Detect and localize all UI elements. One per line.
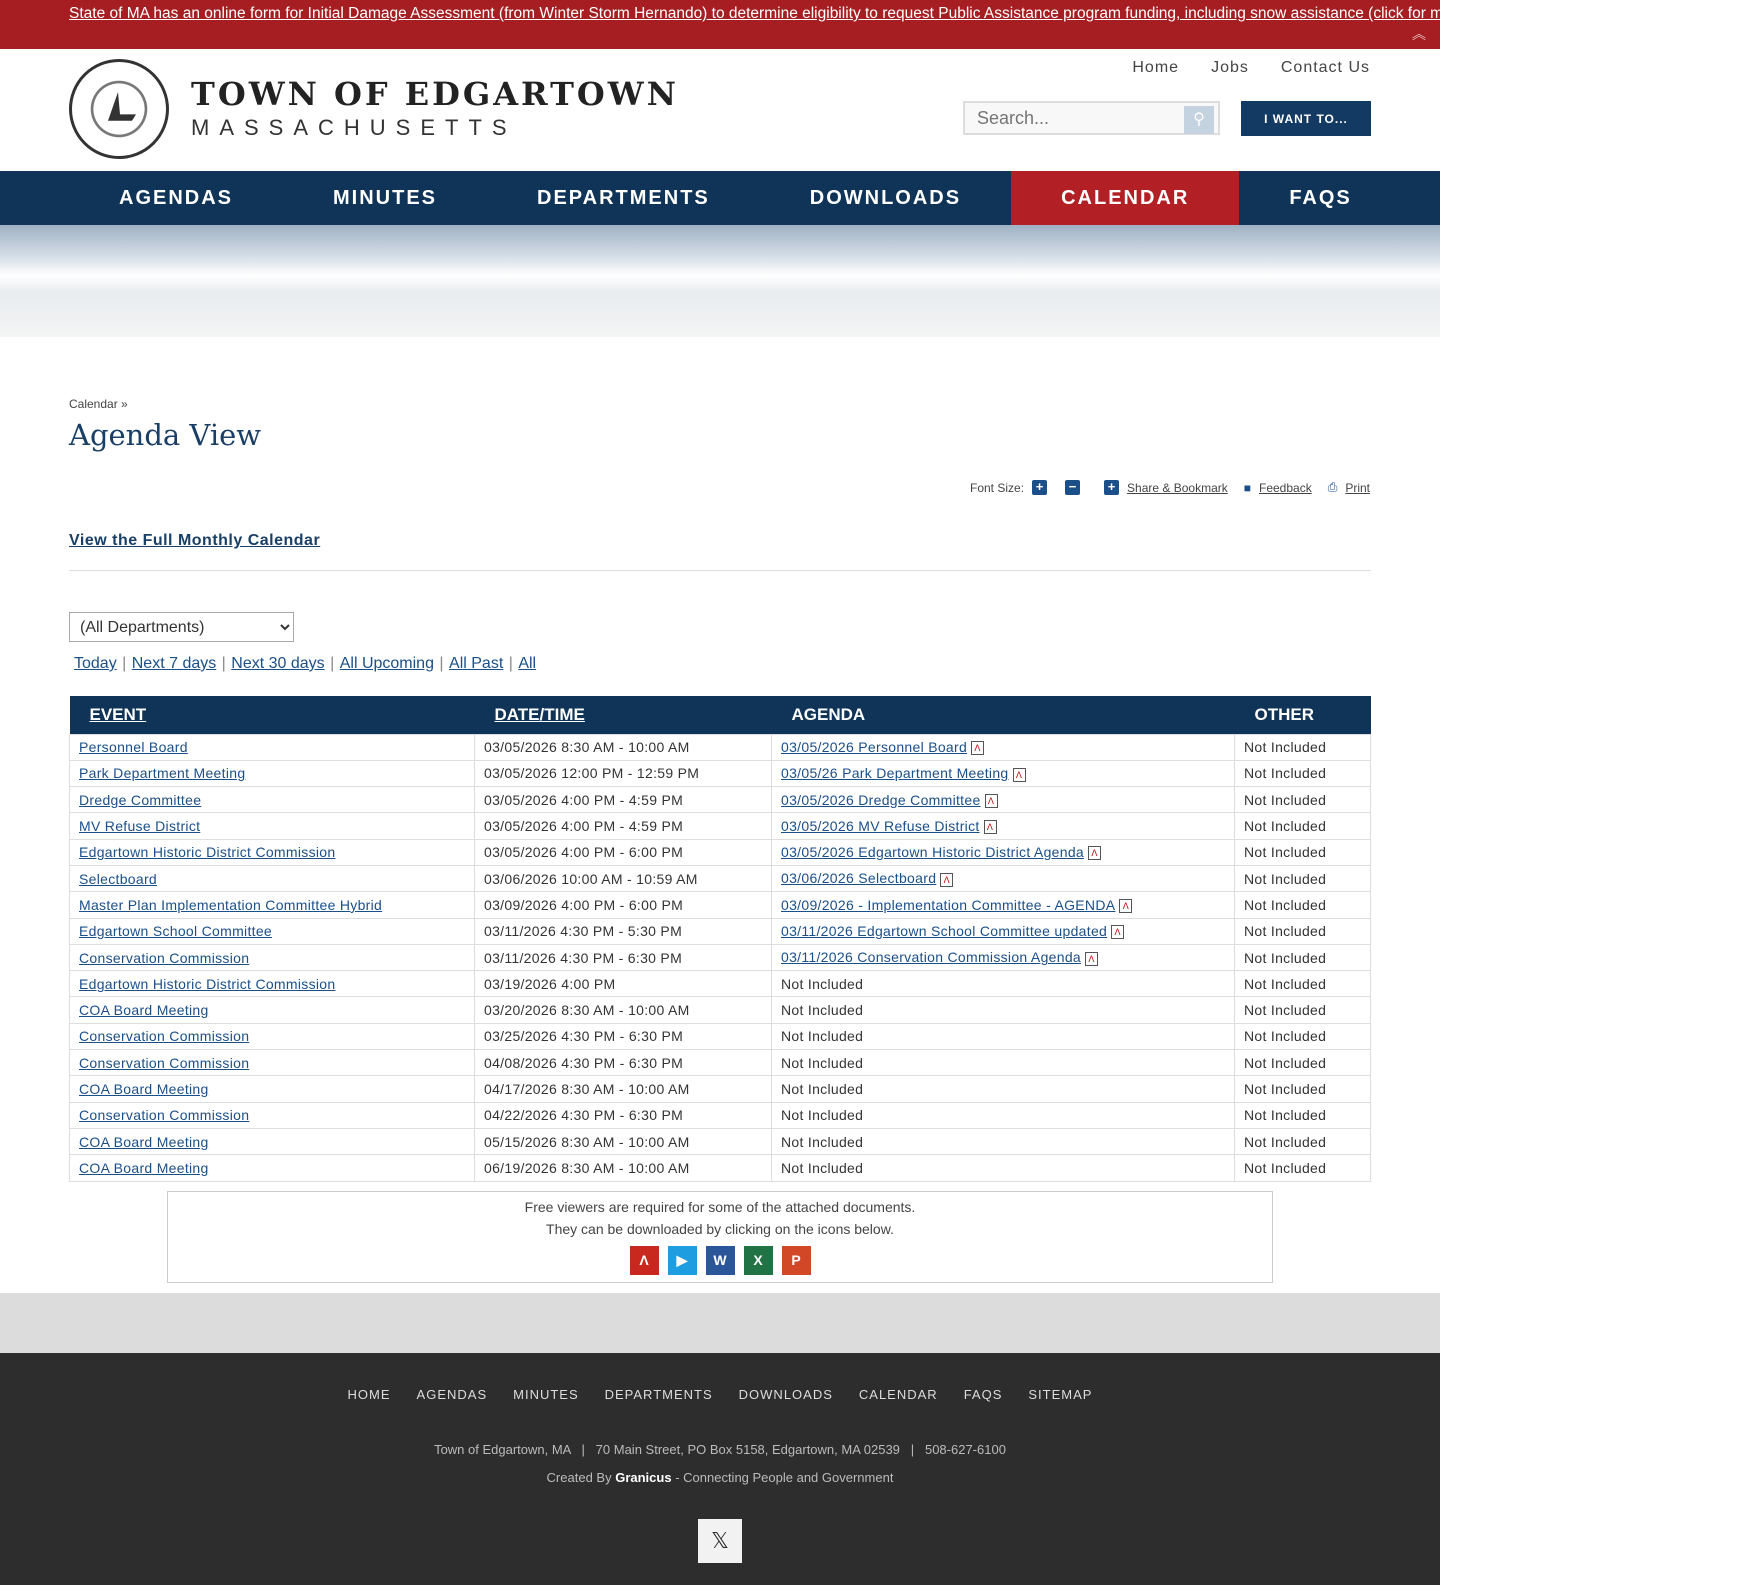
- event-cell: [70, 1076, 475, 1102]
- media-player-icon[interactable]: ▶: [668, 1246, 697, 1275]
- pdf-icon: Λ: [940, 873, 953, 887]
- agenda-cell: [772, 918, 1235, 944]
- agenda-link[interactable]: 03/09/2026 - Implementation Committee - AGENDA: [781, 896, 1116, 913]
- agenda-cell: [772, 1050, 1235, 1076]
- agenda-cell: [772, 1155, 1235, 1181]
- footer: [0, 1353, 1440, 1585]
- footer-nav-downloads[interactable]: DOWNLOADS: [738, 1387, 833, 1402]
- site-header: [0, 49, 1440, 171]
- other-cell: Not Included: [1235, 734, 1371, 760]
- table-row: [70, 971, 1371, 997]
- filter-all-upcoming[interactable]: All Upcoming: [339, 655, 434, 672]
- table-row: [70, 760, 1371, 786]
- event-link[interactable]: Conservation Commission: [79, 1107, 250, 1124]
- datetime-cell: 03/05/2026 4:00 PM - 4:59 PM: [475, 787, 772, 813]
- feedback-icon[interactable]: ■: [1243, 480, 1251, 495]
- event-link[interactable]: Park Department Meeting: [79, 765, 246, 782]
- footer-nav-sitemap[interactable]: SITEMAP: [1028, 1387, 1093, 1402]
- top-link-home[interactable]: Home: [1132, 59, 1180, 76]
- table-row: [70, 944, 1371, 970]
- other-cell: Not Included: [1235, 1076, 1371, 1102]
- agenda-link[interactable]: 03/05/2026 Personnel Board: [781, 739, 968, 755]
- event-cell: [70, 734, 475, 760]
- site-subtitle: MASSACHUSETTS: [191, 115, 517, 140]
- datetime-cell: 03/06/2026 10:00 AM - 10:59 AM: [475, 865, 772, 891]
- event-link[interactable]: COA Board Meeting: [79, 1081, 209, 1097]
- pdf-icon: Λ: [984, 820, 997, 834]
- table-row: [70, 734, 1371, 760]
- table-row: [70, 865, 1371, 891]
- agenda-text: Not Included: [781, 1107, 864, 1124]
- event-cell: [70, 1155, 475, 1181]
- table-row: [70, 892, 1371, 918]
- event-link[interactable]: Edgartown Historic District Commission: [79, 975, 336, 992]
- i-want-to-button[interactable]: I WANT TO...: [1241, 101, 1371, 136]
- search-icon[interactable]: ⚲: [1184, 106, 1214, 134]
- filter-next-7[interactable]: Next 7 days: [131, 655, 217, 672]
- event-link[interactable]: Conservation Commission: [79, 1054, 250, 1071]
- datetime-cell: 03/25/2026 4:30 PM - 6:30 PM: [475, 1023, 772, 1049]
- event-link[interactable]: Edgartown School Committee: [79, 923, 272, 940]
- datetime-cell: 04/08/2026 4:30 PM - 6:30 PM: [475, 1050, 772, 1076]
- site-title[interactable]: TOWN OF EDGARTOWN: [191, 75, 679, 113]
- other-cell: Not Included: [1235, 787, 1371, 813]
- datetime-cell: 06/19/2026 8:30 AM - 10:00 AM: [475, 1155, 772, 1181]
- pdf-icon: Λ: [1088, 846, 1101, 860]
- pdf-icon: Λ: [971, 741, 984, 755]
- nav-minutes[interactable]: MINUTES: [333, 187, 438, 209]
- nav-calendar[interactable]: CALENDAR: [1011, 171, 1239, 225]
- agenda-link[interactable]: 03/11/2026 Conservation Commission Agenda: [781, 949, 1081, 966]
- agenda-text: Not Included: [781, 1054, 864, 1071]
- event-cell: [70, 892, 475, 918]
- datetime-cell: 03/05/2026 12:00 PM - 12:59 PM: [475, 760, 772, 786]
- agenda-cell: [772, 839, 1235, 865]
- pdf-icon: Λ: [1013, 768, 1026, 782]
- event-cell: [70, 1023, 475, 1049]
- page-title: Agenda View: [69, 418, 262, 452]
- agenda-text: Not Included: [781, 1133, 864, 1150]
- nav-faqs[interactable]: FAQS: [1289, 187, 1352, 209]
- event-link[interactable]: COA Board Meeting: [79, 1002, 209, 1019]
- word-viewer-icon[interactable]: W: [706, 1246, 735, 1275]
- agenda-cell: [772, 787, 1235, 813]
- agenda-link[interactable]: 03/05/2026 MV Refuse District: [781, 817, 980, 834]
- agenda-cell: [772, 1128, 1235, 1154]
- agenda-cell: [772, 813, 1235, 839]
- event-link[interactable]: Conservation Commission: [79, 1028, 250, 1045]
- agenda-text: Not Included: [781, 1002, 864, 1019]
- event-link[interactable]: COA Board Meeting: [79, 1159, 209, 1176]
- collapse-alert-icon[interactable]: ︽: [1412, 26, 1426, 42]
- share-icon[interactable]: +: [1104, 480, 1119, 495]
- other-header: OTHER: [1235, 696, 1371, 734]
- agenda-text: Not Included: [781, 1081, 864, 1097]
- footer-nav-agendas[interactable]: AGENDAS: [416, 1387, 488, 1402]
- agenda-header: AGENDA: [772, 696, 1235, 734]
- town-seal-logo[interactable]: [69, 59, 169, 159]
- sort-event[interactable]: EVENT: [89, 704, 147, 724]
- table-row: [70, 787, 1371, 813]
- other-cell: Not Included: [1235, 1023, 1371, 1049]
- divider: [69, 570, 1371, 571]
- datetime-cell: 03/11/2026 4:30 PM - 6:30 PM: [475, 944, 772, 970]
- filter-next-30[interactable]: Next 30 days: [231, 655, 325, 672]
- nav-downloads[interactable]: DOWNLOADS: [809, 187, 962, 209]
- event-link[interactable]: Edgartown Historic District Commission: [79, 844, 336, 861]
- other-cell: Not Included: [1235, 944, 1371, 970]
- datetime-cell: 03/05/2026 4:00 PM - 6:00 PM: [475, 839, 772, 865]
- event-link[interactable]: Dredge Committee: [79, 791, 202, 808]
- event-cell: [70, 813, 475, 839]
- footer-nav-home[interactable]: HOME: [347, 1387, 391, 1402]
- datetime-cell: 03/05/2026 8:30 AM - 10:00 AM: [475, 734, 772, 760]
- table-row: [70, 839, 1371, 865]
- agenda-cell: [772, 997, 1235, 1023]
- datetime-cell: 03/11/2026 4:30 PM - 5:30 PM: [475, 918, 772, 944]
- search-box: [963, 101, 1220, 135]
- agenda-cell: [772, 1076, 1235, 1102]
- footer-address: Town of Edgartown, MA | 70 Main Street, PO Box 5158, Edgartown, MA 02539 | 508-627-6100: [434, 1442, 1006, 1457]
- agenda-cell: [772, 760, 1235, 786]
- pdf-icon: Λ: [1085, 952, 1098, 966]
- sort-datetime[interactable]: DATE/TIME: [494, 704, 585, 724]
- breadcrumb[interactable]: Calendar »: [69, 397, 128, 411]
- filter-all[interactable]: All: [518, 655, 537, 672]
- other-cell: Not Included: [1235, 892, 1371, 918]
- agenda-cell: [772, 734, 1235, 760]
- table-row: [70, 813, 1371, 839]
- page-tools: [970, 480, 1370, 495]
- date-filters: Today | Next 7 days | Next 30 days | All Upcoming | All Past | All: [74, 655, 537, 672]
- table-row: [70, 997, 1371, 1023]
- event-cell: [70, 997, 475, 1023]
- tagline: - Connecting People and Government: [671, 1470, 894, 1485]
- datetime-cell: 03/05/2026 4:00 PM - 4:59 PM: [475, 813, 772, 839]
- viewers-text: Free viewers are required for some of the attached documents.: [524, 1199, 916, 1215]
- footer-nav-calendar[interactable]: CALENDAR: [858, 1387, 938, 1402]
- font-increase-icon[interactable]: +: [1032, 480, 1047, 495]
- adobe-reader-icon[interactable]: Λ: [630, 1246, 659, 1275]
- event-cell: [70, 760, 475, 786]
- table-row: [70, 918, 1371, 944]
- event-link[interactable]: COA Board Meeting: [79, 1133, 209, 1150]
- table-row: [70, 1023, 1371, 1049]
- footer-nav-faqs[interactable]: FAQS: [963, 1387, 1003, 1402]
- other-cell: Not Included: [1235, 1155, 1371, 1181]
- created-by: Created By: [546, 1470, 612, 1485]
- alert-link[interactable]: State of MA has an online form for Initial Damage Assessment (from Winter Storm Hernando) to determine eligibility to request Public Assistance program funding, including snow assistance (click for more information) - Deadline is March 6, 2026.: [69, 5, 1750, 22]
- event-cell: [70, 1050, 475, 1076]
- feedback-link[interactable]: Feedback: [1259, 480, 1312, 495]
- powerpoint-viewer-icon[interactable]: P: [782, 1246, 811, 1275]
- other-cell: Not Included: [1235, 1102, 1371, 1128]
- other-cell: Not Included: [1235, 865, 1371, 891]
- other-cell: Not Included: [1235, 1128, 1371, 1154]
- other-cell: Not Included: [1235, 1050, 1371, 1076]
- twitter-icon[interactable]: 𝕏: [698, 1519, 742, 1563]
- agenda-link[interactable]: 03/05/26 Park Department Meeting: [781, 765, 1009, 782]
- agenda-text: Not Included: [781, 1159, 864, 1176]
- datetime-cell: 03/19/2026 4:00 PM: [475, 971, 772, 997]
- department-select[interactable]: [69, 612, 294, 642]
- agenda-link[interactable]: 03/05/2026 Edgartown Historic District Agenda: [781, 844, 1084, 861]
- agenda-cell: [772, 1102, 1235, 1128]
- event-cell: [70, 971, 475, 997]
- full-calendar-link[interactable]: View the Full Monthly Calendar: [69, 532, 321, 549]
- event-link[interactable]: Master Plan Implementation Committee Hybrid: [79, 896, 383, 913]
- footer-nav-minutes[interactable]: MINUTES: [513, 1387, 579, 1402]
- main-nav: [0, 171, 1440, 225]
- event-link[interactable]: MV Refuse District: [79, 818, 201, 835]
- other-cell: Not Included: [1235, 918, 1371, 944]
- print-icon[interactable]: ⎙: [1327, 480, 1338, 494]
- table-row: [70, 1128, 1371, 1154]
- event-cell: [70, 787, 475, 813]
- event-cell: [70, 839, 475, 865]
- pdf-icon: Λ: [1111, 925, 1124, 939]
- table-row: [70, 1050, 1371, 1076]
- agenda-cell: [772, 1023, 1235, 1049]
- other-cell: Not Included: [1235, 997, 1371, 1023]
- table-row: [70, 1076, 1371, 1102]
- datetime-cell: 04/22/2026 4:30 PM - 6:30 PM: [475, 1102, 772, 1128]
- event-cell: [70, 944, 475, 970]
- agenda-table: [69, 696, 1371, 1182]
- event-link[interactable]: Conservation Commission: [79, 949, 250, 966]
- other-cell: Not Included: [1235, 813, 1371, 839]
- event-link[interactable]: Personnel Board: [79, 739, 188, 756]
- viewers-text-2: They can be downloaded by clicking on the icons below.: [546, 1221, 894, 1237]
- search-input[interactable]: [965, 103, 1175, 133]
- free-viewers-box: [167, 1191, 1273, 1283]
- nav-agendas[interactable]: AGENDAS: [119, 187, 234, 209]
- footer-credit: [0, 1470, 1440, 1485]
- event-cell: [70, 1102, 475, 1128]
- datetime-cell: 04/17/2026 8:30 AM - 10:00 AM: [475, 1076, 772, 1102]
- agenda-cell: [772, 971, 1235, 997]
- table-row: [70, 1155, 1371, 1181]
- event-cell: [70, 918, 475, 944]
- datetime-cell: 03/20/2026 8:30 AM - 10:00 AM: [475, 997, 772, 1023]
- granicus-link[interactable]: Granicus: [615, 1470, 672, 1485]
- other-cell: Not Included: [1235, 971, 1371, 997]
- pdf-icon: Λ: [1119, 899, 1132, 913]
- table-row: [70, 1102, 1371, 1128]
- hero-banner: [0, 225, 1440, 337]
- filter-today[interactable]: Today: [74, 655, 117, 672]
- pdf-icon: Λ: [985, 794, 998, 808]
- agenda-link[interactable]: 03/06/2026 Selectboard: [781, 870, 937, 887]
- alert-banner: [0, 0, 1750, 49]
- agenda-text: Not Included: [781, 1028, 864, 1045]
- agenda-cell: [772, 944, 1235, 970]
- other-cell: Not Included: [1235, 760, 1371, 786]
- datetime-cell: 05/15/2026 8:30 AM - 10:00 AM: [475, 1128, 772, 1154]
- filter-all-past[interactable]: All Past: [449, 655, 504, 672]
- event-link[interactable]: Selectboard: [79, 870, 158, 887]
- agenda-cell: [772, 892, 1235, 918]
- print-link[interactable]: Print: [1345, 480, 1370, 495]
- nav-departments[interactable]: DEPARTMENTS: [537, 187, 710, 209]
- share-bookmark-link[interactable]: Share & Bookmark: [1127, 480, 1228, 495]
- font-decrease-icon[interactable]: −: [1065, 480, 1080, 495]
- agenda-link[interactable]: 03/05/2026 Dredge Committee: [781, 791, 981, 808]
- footer-band: [0, 1293, 1440, 1353]
- event-cell: [70, 1128, 475, 1154]
- agenda-text: Not Included: [781, 975, 864, 992]
- top-link-contact[interactable]: Contact Us: [1280, 59, 1370, 76]
- font-size-label: Font Size:: [970, 480, 1025, 495]
- excel-viewer-icon[interactable]: X: [744, 1246, 773, 1275]
- datetime-cell: 03/09/2026 4:00 PM - 6:00 PM: [475, 892, 772, 918]
- other-cell: Not Included: [1235, 839, 1371, 865]
- top-link-jobs[interactable]: Jobs: [1211, 59, 1249, 76]
- agenda-cell: [772, 865, 1235, 891]
- footer-nav-departments[interactable]: DEPARTMENTS: [604, 1387, 713, 1402]
- agenda-link[interactable]: 03/11/2026 Edgartown School Committee updated: [781, 923, 1108, 940]
- event-cell: [70, 865, 475, 891]
